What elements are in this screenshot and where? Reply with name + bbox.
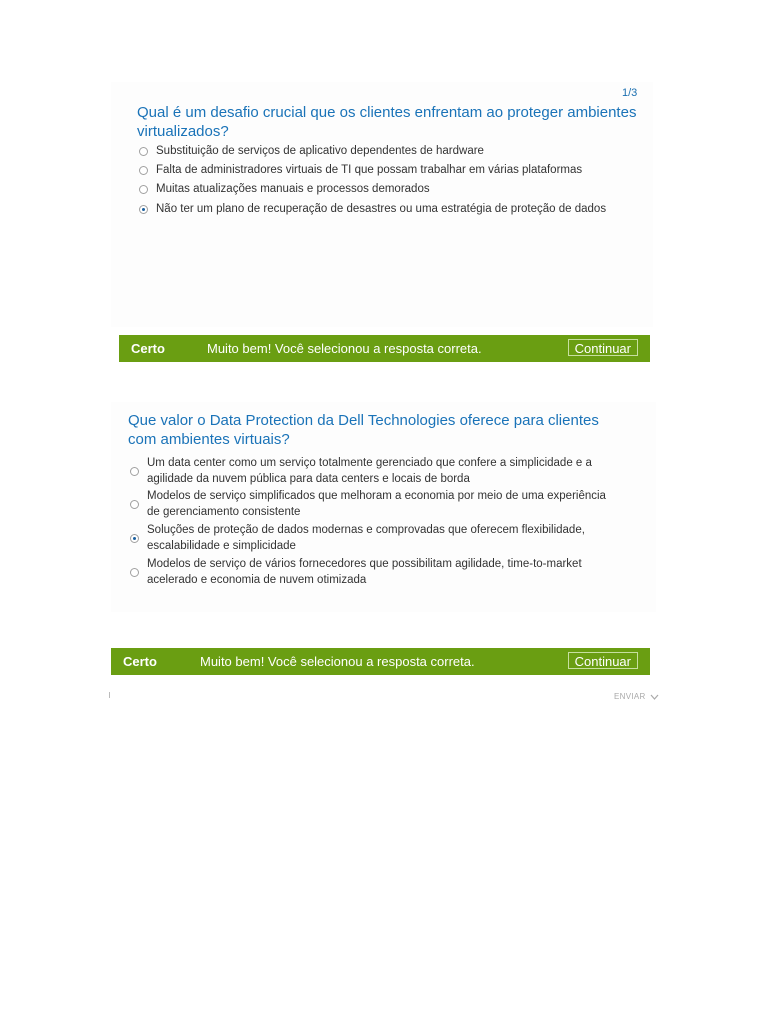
q2-option-2-label: Modelos de serviço simplificados que melhoram a economia por meio de uma experiência de gerenciamento consistente [147, 490, 606, 518]
question-1-title: Qual é um desafio crucial que os clientes enfrentam ao proteger ambientes virtualizados? [137, 104, 637, 140]
q1-option-3[interactable] [139, 183, 430, 195]
feedback-status: Certo [131, 341, 165, 356]
q2-feedback-bar [111, 648, 650, 675]
q1-option-4[interactable] [139, 203, 606, 215]
submit-button[interactable] [614, 692, 659, 701]
q1-option-1[interactable] [139, 145, 484, 157]
q2-option-4[interactable] [130, 556, 620, 588]
q2-option-1-label: Um data center como um serviço totalmente gerenciado que confere a simplicidade e a agilidade da nuvem pública para data centers e locais de borda [147, 457, 592, 485]
radio-button[interactable] [130, 467, 139, 476]
q2-option-4-label: Modelos de serviço de vários fornecedores que possibilitam agilidade, time-to-market acelerado e economia de nuvem otimizada [147, 558, 582, 586]
q2-option-3-label: Soluções de proteção de dados modernas e comprovadas que oferecem flexibilidade, escalabilidade e simplicidade [147, 524, 585, 552]
q2-option-3[interactable] [130, 522, 620, 554]
submit-label: ENVIAR [614, 692, 646, 701]
q1-option-3-label: Muitas atualizações manuais e processos demorados [156, 183, 430, 195]
feedback-message: Muito bem! Você selecionou a resposta correta. [207, 341, 482, 356]
radio-button[interactable] [139, 185, 148, 194]
q1-option-2[interactable] [139, 164, 582, 176]
chevron-down-icon [650, 694, 659, 700]
continue-button[interactable]: Continuar [568, 652, 638, 669]
feedback-status: Certo [123, 654, 157, 669]
continue-button[interactable]: Continuar [568, 339, 638, 356]
q2-option-2[interactable] [130, 488, 620, 520]
q2-option-1[interactable] [130, 455, 620, 487]
radio-button-selected[interactable] [139, 205, 148, 214]
left-edge-marker [109, 692, 110, 698]
q1-feedback-bar [119, 335, 650, 362]
question-counter: 1/3 [622, 87, 638, 99]
radio-button[interactable] [139, 166, 148, 175]
feedback-message: Muito bem! Você selecionou a resposta correta. [200, 654, 475, 669]
q1-option-1-label: Substituição de serviços de aplicativo dependentes de hardware [156, 145, 484, 157]
radio-button[interactable] [130, 500, 139, 509]
q1-option-2-label: Falta de administradores virtuais de TI que possam trabalhar em várias plataformas [156, 164, 583, 176]
q1-option-4-label: Não ter um plano de recuperação de desastres ou uma estratégia de proteção de dados [156, 203, 607, 215]
radio-button-selected[interactable] [130, 534, 139, 543]
radio-button[interactable] [130, 568, 139, 577]
radio-button[interactable] [139, 147, 148, 156]
question-2-title: Que valor o Data Protection da Dell Technologies oferece para clientes com ambientes virtuais? [128, 412, 599, 448]
